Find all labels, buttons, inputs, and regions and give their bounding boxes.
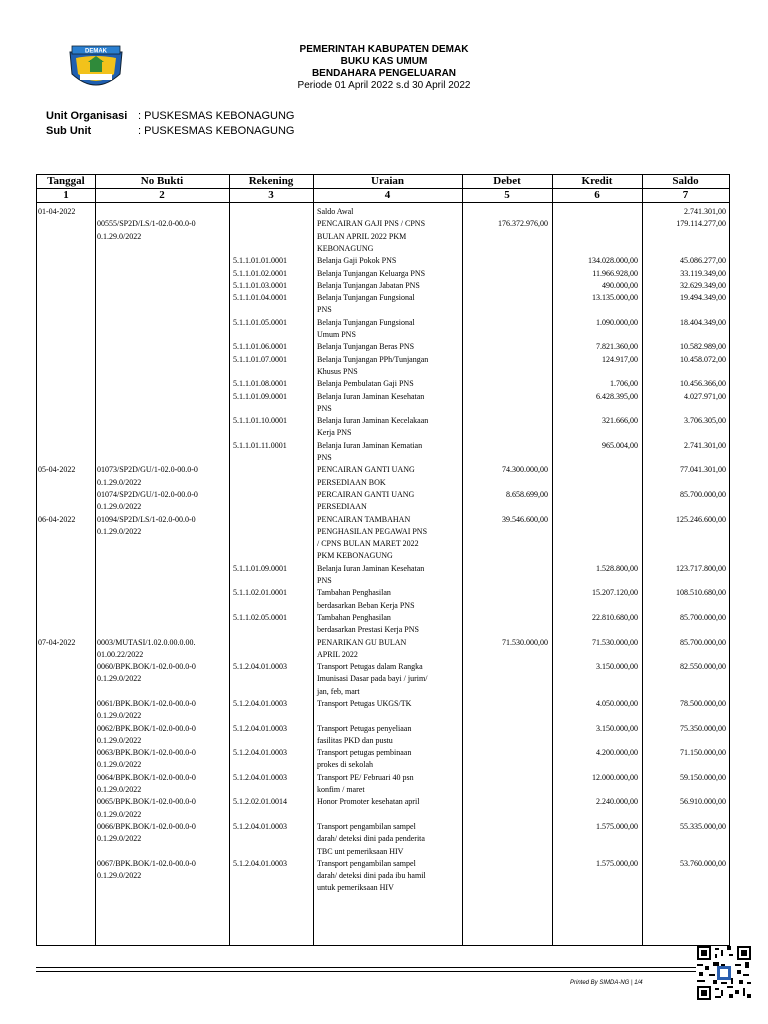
cell-uraian: Belanja Gaji Pokok PNS (317, 256, 397, 266)
cell-kredit: 1.706,00 (610, 379, 638, 389)
cell-saldo: 55.335.000,00 (680, 822, 726, 831)
cell-rekening: 5.1.1.01.03.0001 (233, 280, 287, 290)
cell-uraian: Saldo Awal (317, 207, 354, 216)
cell-uraian: Belanja Iuran Jaminan Kecelakaan Kerja PNS (317, 416, 429, 438)
cell-rekening: 5.1.2.04.01.0003 (233, 772, 287, 782)
cell-uraian: Belanja Tunjangan PPh/Tunjangan Khusus PNS (317, 354, 429, 376)
cell-saldo: 85.700.000,00 (680, 612, 726, 622)
cell-rekening: 5.1.2.04.01.0003 (233, 748, 287, 758)
cell-bukti: 01074/SP2D/GU/1-02.0-00.0-0 0.1.29.0/2022 (97, 489, 198, 512)
cell-saldo: 33.119.349,00 (680, 268, 726, 278)
col-debet: Debet (493, 175, 521, 187)
cell-rekening: 5.1.1.01.05.0001 (233, 317, 287, 327)
cell-uraian: Transport pengambilan sampel darah/ deteksi dini pada penderita TBC unt pemeriksaan HIV (317, 822, 425, 856)
cell-uraian: Honor Promoter kesehatan april (317, 797, 420, 807)
cell-rekening: 5.1.2.04.01.0003 (233, 699, 287, 708)
cell-bukti: 0064/BPK.BOK/1-02.0-00.0-0 0.1.29.0/2022 (97, 772, 196, 795)
col-number: 6 (594, 189, 600, 201)
cell-uraian: Belanja Tunjangan Beras PNS (317, 342, 415, 352)
cell-saldo: 108.510.680,00 (676, 588, 726, 598)
cell-bukti: 01073/SP2D/GU/1-02.0-00.0-0 0.1.29.0/2022 (97, 465, 198, 487)
sub-unit-label: Sub Unit (46, 125, 92, 137)
col-uraian: Uraian (371, 175, 404, 187)
cell-rekening: 5.1.2.04.01.0003 (233, 822, 287, 831)
header-period: Periode 01 April 2022 s.d 30 April 2022 (297, 80, 471, 91)
cell-uraian: Transport pengambilan sampel darah/ deteksi dini pada ibu hamil untuk pemeriksaan HIV (317, 858, 426, 893)
cell-rekening: 5.1.1.01.02.0001 (233, 268, 287, 278)
printed-by: Printed By SIMDA-NG | 1/4 (570, 980, 643, 986)
cell-kredit: 22.810.680,00 (592, 612, 638, 622)
cell-uraian: PERCAIRAN GANTI UANG PERSEDIAAN (317, 489, 415, 512)
cell-uraian: PENARIKAN GU BULAN APRIL 2022 (317, 637, 407, 659)
cell-saldo: 85.700.000,00 (680, 489, 726, 499)
col-number: 2 (159, 189, 165, 201)
document-header (0, 44, 768, 92)
cell-saldo: 123.717.800,00 (676, 563, 726, 573)
col-rekening: Rekening (248, 175, 294, 187)
col-no-bukti: No Bukti (140, 175, 184, 187)
cell-saldo: 19.494.349,00 (680, 293, 726, 303)
cell-bukti: 0062/BPK.BOK/1-02.0-00.0-0 0.1.29.0/2022 (97, 723, 196, 745)
cell-uraian: Transport PE/ Februari 40 psn konfim / maret (317, 772, 414, 795)
cell-kredit: 12.000.000,00 (592, 772, 638, 782)
cell-rekening: 5.1.1.01.08.0001 (233, 379, 287, 389)
cell-rekening: 5.1.1.02.05.0001 (233, 612, 287, 622)
cell-tanggal: 06-04-2022 (38, 514, 76, 524)
cell-debet: 39.546.600,00 (502, 514, 548, 524)
cell-saldo: 4.027.971,00 (684, 391, 726, 401)
cell-saldo: 85.700.000,00 (680, 637, 726, 647)
cell-rekening: 5.1.2.04.01.0003 (233, 858, 287, 868)
cell-saldo: 179.114.277,00 (676, 219, 726, 229)
cell-uraian: Transport Petugas penyeliaan fasilitas PKD dan pustu (317, 723, 412, 745)
table-number-row (37, 189, 729, 202)
cell-rekening: 5.1.1.02.01.0001 (233, 588, 287, 598)
cell-saldo: 2.741.301,00 (684, 440, 726, 450)
cell-tanggal: 05-04-2022 (38, 465, 76, 475)
cell-uraian: Belanja Tunjangan Keluarga PNS (317, 268, 426, 278)
cell-kredit: 71.530.000,00 (592, 637, 638, 647)
cell-uraian: Tambahan Penghasilan berdasarkan Prestasi Kerja PNS (317, 612, 419, 635)
unit-label: Unit Organisasi (46, 110, 128, 122)
qr-code-icon (697, 946, 751, 1000)
col-number: 7 (682, 189, 689, 201)
cell-debet: 71.530.000,00 (502, 637, 548, 647)
cell-kredit: 3.150.000,00 (596, 723, 638, 733)
cell-rekening: 5.1.1.01.10.0001 (233, 416, 287, 426)
header-government: PEMERINTAH KABUPATEN DEMAK (299, 44, 469, 55)
cell-kredit: 490.000,00 (602, 280, 638, 290)
cell-uraian: Belanja Tunjangan Jabatan PNS (317, 280, 420, 290)
cell-rekening: 5.1.1.01.09.0001 (233, 391, 287, 401)
cell-kredit: 6.428.395,00 (596, 391, 638, 401)
cell-bukti: 0066/BPK.BOK/1-02.0-00.0-0 0.1.29.0/2022 (97, 822, 196, 844)
cell-kredit: 4.050.000,00 (596, 699, 638, 708)
cell-rekening: 5.1.1.01.04.0001 (233, 293, 287, 303)
col-number: 5 (504, 189, 510, 201)
cell-saldo: 125.246.600,00 (676, 514, 726, 524)
cell-saldo: 82.550.000,00 (680, 662, 726, 672)
table-header (37, 175, 729, 188)
cell-kredit: 1.090.000,00 (596, 317, 638, 327)
cell-bukti: 0060/BPK.BOK/1-02.0-00.0-0 0.1.29.0/2022 (97, 662, 196, 684)
cell-saldo: 71.150.000,00 (680, 748, 726, 758)
cell-bukti: 00555/SP2D/LS/1-02.0-00.0-0 0.1.29.0/2022 (97, 219, 196, 241)
cell-debet: 74.300.000,00 (502, 465, 548, 475)
header-treasurer: BENDAHARA PENGELUARAN (311, 68, 457, 79)
cell-uraian: Transport Petugas UKGS/TK (317, 699, 412, 708)
cell-kredit: 2.240.000,00 (596, 797, 638, 807)
header-book-title: BUKU KAS UMUM (340, 56, 428, 67)
cell-rekening: 5.1.1.01.11.0001 (233, 440, 287, 450)
cell-uraian: PENCAIRAN GAJI PNS / CPNS BULAN APRIL 2022 PKM KEBONAGUNG (317, 219, 426, 253)
col-kredit: Kredit (581, 175, 613, 187)
cell-saldo: 53.760.000,00 (680, 858, 726, 868)
cell-kredit: 134.028.000,00 (588, 256, 638, 266)
cell-saldo: 3.706.305,00 (684, 416, 726, 426)
sub-unit-value: : PUSKESMAS KEBONAGUNG (138, 125, 295, 137)
cell-saldo: 77.041.301,00 (680, 465, 726, 475)
cell-saldo: 78.500.000,00 (680, 699, 726, 708)
cell-saldo: 59.150.000,00 (680, 772, 726, 782)
cell-saldo: 75.350.000,00 (680, 723, 726, 733)
cell-kredit: 321.666,00 (602, 416, 638, 426)
cell-saldo: 10.456.366,00 (680, 379, 726, 389)
cell-kredit: 1.528.800,00 (596, 563, 638, 573)
cell-bukti: 0063/BPK.BOK/1-02.0-00.0-0 0.1.29.0/2022 (97, 748, 196, 770)
cell-kredit: 13.135.000,00 (592, 293, 638, 303)
cell-bukti: 0065/BPK.BOK/1-02.0-00.0-0 0.1.29.0/2022 (97, 797, 196, 819)
cell-kredit: 4.200.000,00 (596, 748, 638, 758)
cell-rekening: 5.1.2.04.01.0003 (233, 662, 287, 672)
col-saldo: Saldo (672, 175, 699, 187)
cell-rekening: 5.1.2.04.01.0003 (233, 723, 287, 733)
cell-kredit: 7.821.360,00 (596, 342, 638, 352)
cell-rekening: 5.1.1.01.01.0001 (233, 256, 287, 266)
cell-saldo: 10.458.072,00 (680, 354, 726, 364)
col-number: 1 (63, 189, 69, 201)
cell-rekening: 5.1.1.01.09.0001 (233, 563, 287, 573)
cell-kredit: 1.575.000,00 (596, 822, 638, 831)
cell-kredit: 1.575.000,00 (596, 858, 638, 868)
unit-value: : PUSKESMAS KEBONAGUNG (138, 110, 295, 122)
cell-uraian: Belanja Iuran Jaminan Kesehatan PNS (317, 391, 425, 413)
cell-uraian: Transport Petugas dalam Rangka Imunisasi Dasar pada bayi / jurim/ jan, feb, mart (317, 662, 428, 696)
col-number: 3 (268, 189, 274, 201)
cell-tanggal: 01-04-2022 (38, 207, 76, 216)
cash-book-table (36, 174, 730, 946)
cell-rekening: 5.1.1.01.06.0001 (233, 342, 287, 352)
cell-uraian: PENCAIRAN TAMBAHAN PENGHASILAN PEGAWAI PNS / CPNS BULAN MARET 2022 PKM KEBONAGUNG (317, 514, 428, 561)
cell-uraian: Belanja Iuran Jaminan Kesehatan PNS (317, 563, 425, 585)
cell-kredit: 15.207.120,00 (592, 588, 638, 598)
cell-kredit: 3.150.000,00 (596, 662, 638, 672)
cell-rekening: 5.1.1.01.07.0001 (233, 354, 287, 364)
cell-saldo: 32.629.349,00 (680, 280, 726, 290)
logo-text: DEMAK (85, 48, 107, 55)
cell-tanggal: 07-04-2022 (38, 637, 76, 647)
cell-bukti: 0061/BPK.BOK/1-02.0-00.0-0 0.1.29.0/2022 (97, 699, 196, 721)
organization-info (46, 109, 294, 139)
cell-uraian: Transport petugas pembinaan prokes di sekolah (317, 748, 412, 770)
cell-rekening: 5.1.2.02.01.0014 (233, 797, 287, 807)
cell-kredit: 11.966.928,00 (592, 268, 638, 278)
cell-saldo: 10.582.989,00 (680, 342, 726, 352)
cell-saldo: 45.086.277,00 (680, 256, 726, 266)
cell-uraian: Belanja Tunjangan Fungsional Umum PNS (317, 317, 415, 339)
cell-kredit: 124.917,00 (602, 354, 638, 364)
cell-saldo: 18.404.349,00 (680, 317, 726, 327)
cell-uraian: PENCAIRAN GANTI UANG PERSEDIAAN BOK (317, 465, 415, 487)
cell-bukti: 01094/SP2D/LS/1-02.0-00.0-0 0.1.29.0/2022 (97, 514, 196, 536)
cell-uraian: Belanja Pembulatan Gaji PNS (317, 379, 414, 389)
col-number: 4 (384, 189, 391, 201)
cell-saldo: 56.910.000,00 (680, 797, 726, 807)
col-tanggal: Tanggal (47, 175, 85, 187)
cell-saldo: 2.741.301,00 (684, 207, 726, 216)
cell-uraian: Belanja Tunjangan Fungsional PNS (317, 293, 415, 315)
cell-uraian: Belanja Iuran Jaminan Kematian PNS (317, 440, 423, 462)
cell-debet: 8.658.699,00 (506, 489, 548, 499)
cell-bukti: 0003/MUTASI/1.02.0.00.0.00. 01.00.22/2022 (97, 637, 196, 659)
cell-kredit: 965.004,00 (602, 440, 638, 450)
cell-bukti: 0067/BPK.BOK/1-02.0-00.0-0 0.1.29.0/2022 (97, 858, 196, 881)
cell-debet: 176.372.976,00 (498, 219, 548, 229)
cell-uraian: Tambahan Penghasilan berdasarkan Beban Kerja PNS (317, 588, 415, 610)
